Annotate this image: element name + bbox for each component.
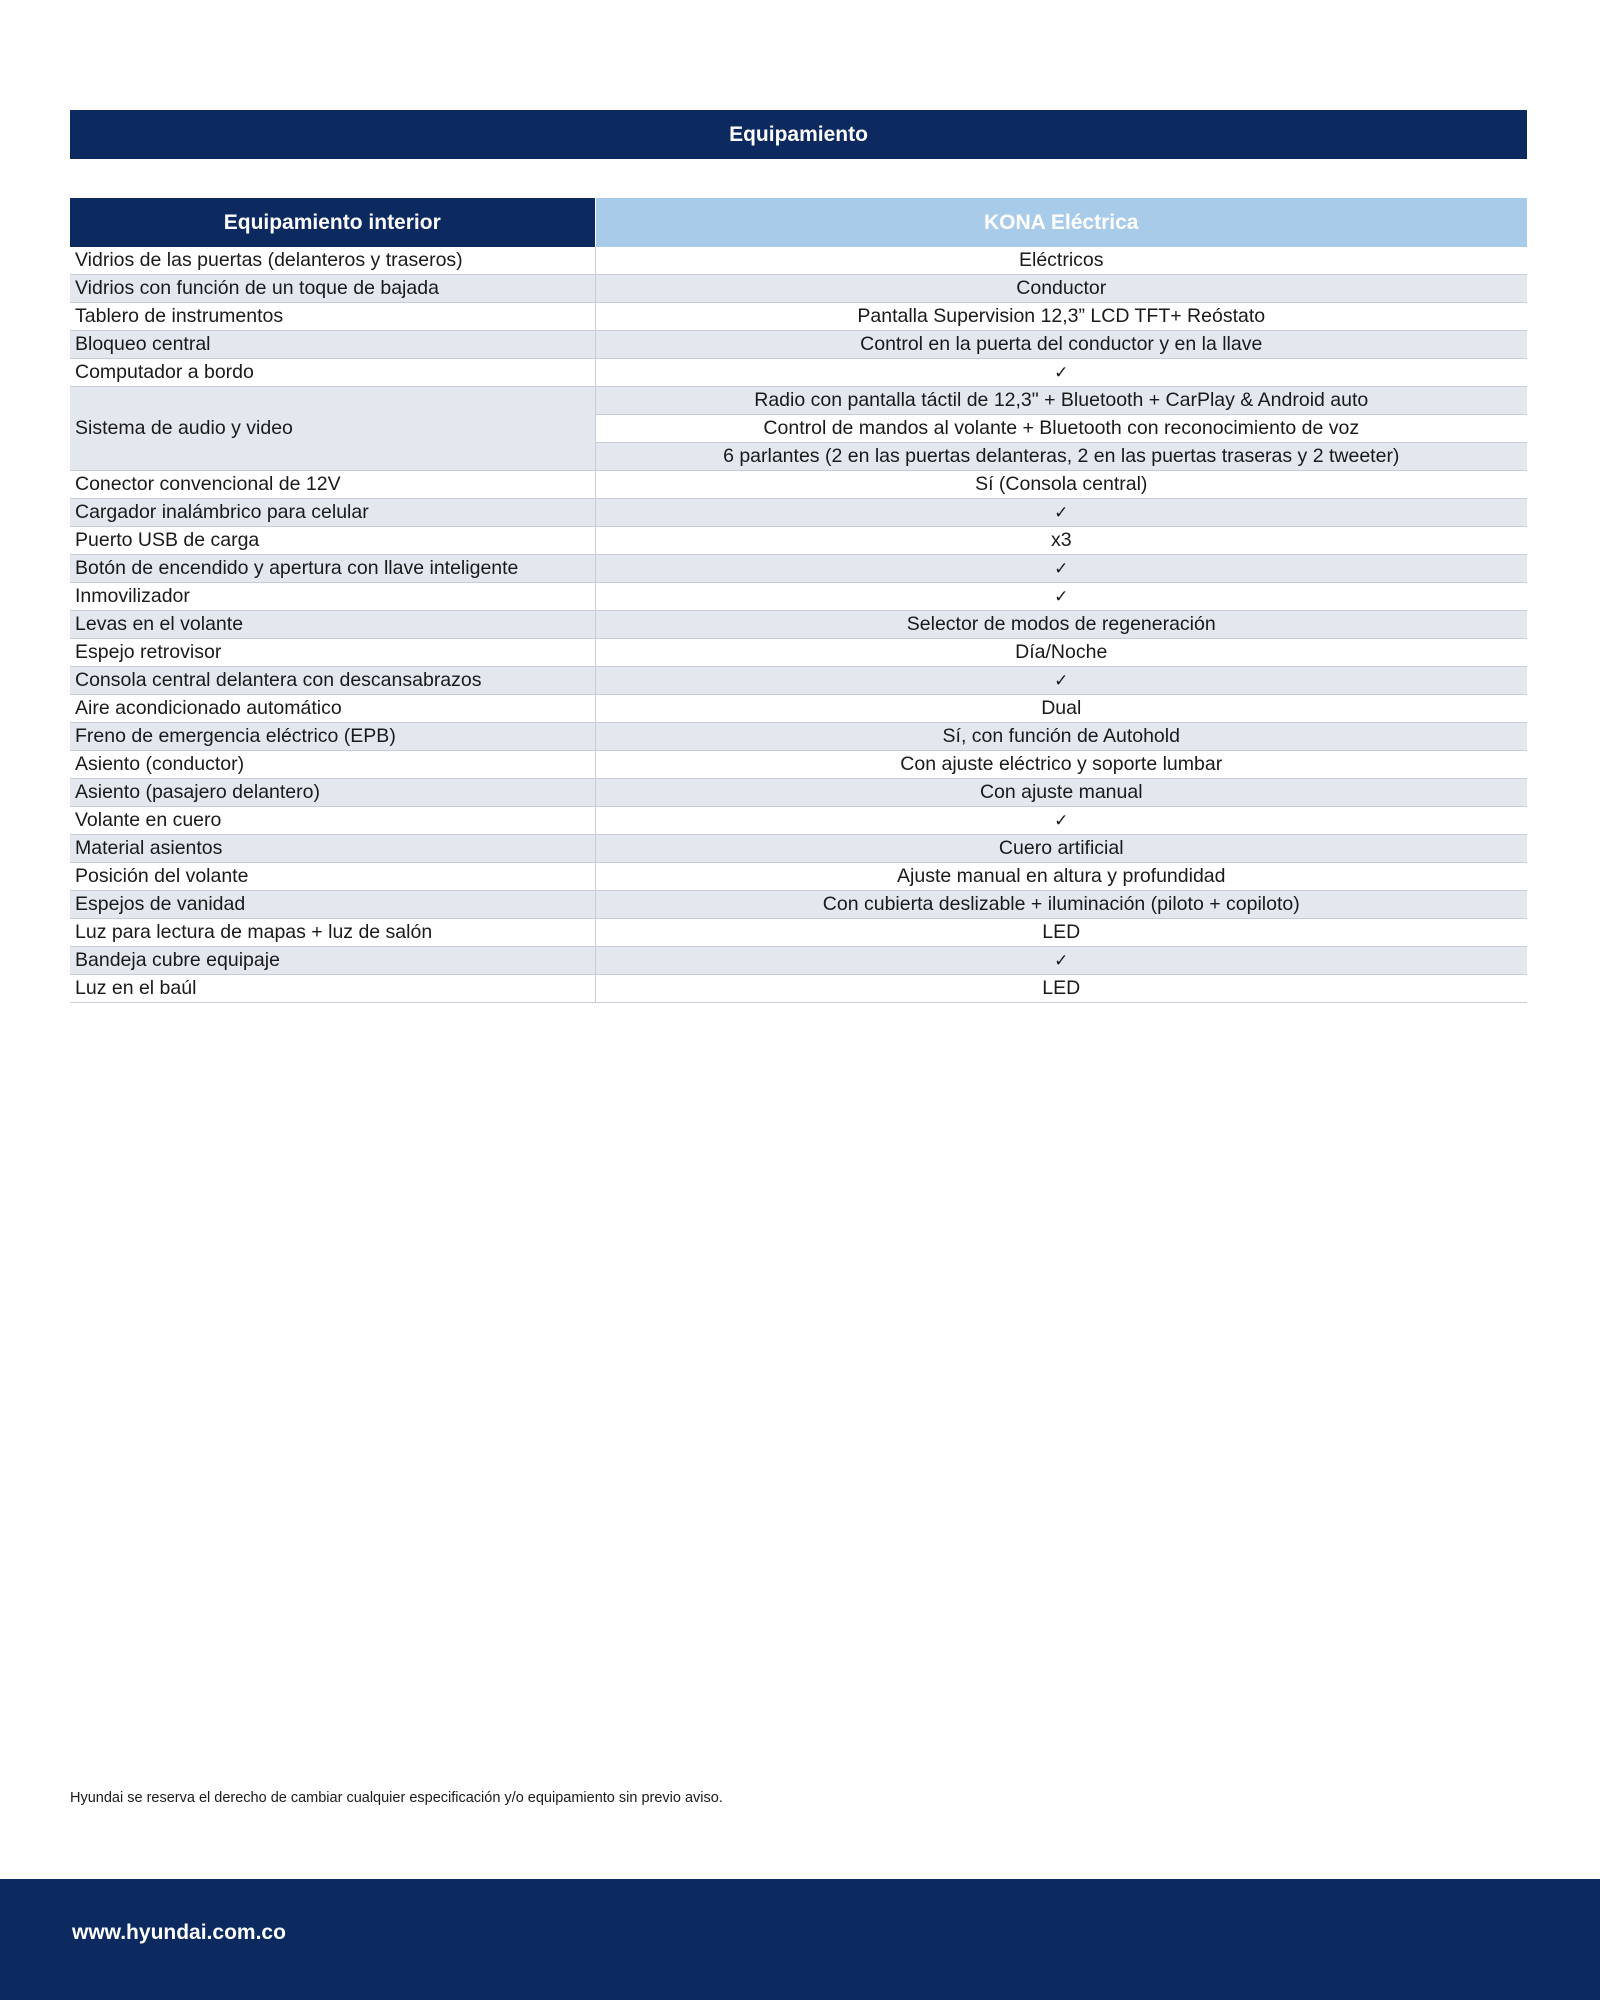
disclaimer-footnote: Hyundai se reserva el derecho de cambiar cualquier especificación y/o equipamiento sin previo aviso. [70, 1790, 723, 1806]
row-label: Computador a bordo [70, 359, 595, 387]
row-label: Cargador inalámbrico para celular [70, 499, 595, 527]
footer-bar [0, 1879, 1600, 2000]
table-row [70, 303, 1527, 331]
table-row [70, 611, 1527, 639]
table-row [70, 695, 1527, 723]
table-row [70, 639, 1527, 667]
row-value: Cuero artificial [595, 835, 1527, 863]
check-icon: ✓ [595, 583, 1527, 611]
row-value: Dual [595, 695, 1527, 723]
check-icon: ✓ [595, 499, 1527, 527]
row-label: Conector convencional de 12V [70, 471, 595, 499]
table-row [70, 359, 1527, 387]
row-value: Con ajuste eléctrico y soporte lumbar [595, 751, 1527, 779]
row-label: Volante en cuero [70, 807, 595, 835]
check-icon: ✓ [595, 555, 1527, 583]
header-equipamiento-interior: Equipamiento interior [70, 198, 595, 247]
table-row [70, 331, 1527, 359]
row-label: Vidrios de las puertas (delanteros y traseros) [70, 247, 595, 275]
row-value: Control de mandos al volante + Bluetooth con reconocimiento de voz [595, 415, 1527, 443]
row-value: Sí (Consola central) [595, 471, 1527, 499]
row-label: Consola central delantera con descansabrazos [70, 667, 595, 695]
row-label: Vidrios con función de un toque de bajada [70, 275, 595, 303]
row-label: Inmovilizador [70, 583, 595, 611]
table-row [70, 247, 1527, 275]
row-label: Posición del volante [70, 863, 595, 891]
row-value: LED [595, 919, 1527, 947]
table-row [70, 499, 1527, 527]
table-row [70, 555, 1527, 583]
row-value: Conductor [595, 275, 1527, 303]
table-row [70, 835, 1527, 863]
row-label: Espejos de vanidad [70, 891, 595, 919]
equipment-table [70, 198, 1527, 1003]
table-row [70, 751, 1527, 779]
table-row [70, 779, 1527, 807]
row-label: Material asientos [70, 835, 595, 863]
row-value: Con ajuste manual [595, 779, 1527, 807]
row-label: Botón de encendido y apertura con llave inteligente [70, 555, 595, 583]
row-value: Día/Noche [595, 639, 1527, 667]
row-label: Asiento (conductor) [70, 751, 595, 779]
header-kona-electrica: KONA Eléctrica [595, 198, 1527, 247]
section-title-bar [70, 110, 1527, 159]
row-value: LED [595, 975, 1527, 1003]
row-value: Ajuste manual en altura y profundidad [595, 863, 1527, 891]
table-row [70, 387, 1527, 415]
row-label: Asiento (pasajero delantero) [70, 779, 595, 807]
check-icon: ✓ [595, 667, 1527, 695]
check-icon: ✓ [595, 807, 1527, 835]
row-label: Espejo retrovisor [70, 639, 595, 667]
row-label: Luz para lectura de mapas + luz de salón [70, 919, 595, 947]
row-label: Freno de emergencia eléctrico (EPB) [70, 723, 595, 751]
row-value: Radio con pantalla táctil de 12,3" + Bluetooth + CarPlay & Android auto [595, 387, 1527, 415]
row-value: Eléctricos [595, 247, 1527, 275]
row-value: Selector de modos de regeneración [595, 611, 1527, 639]
table-row [70, 863, 1527, 891]
table-row [70, 807, 1527, 835]
table-row [70, 275, 1527, 303]
row-value: Control en la puerta del conductor y en la llave [595, 331, 1527, 359]
row-label: Levas en el volante [70, 611, 595, 639]
table-row [70, 975, 1527, 1003]
website-link[interactable]: www.hyundai.com.co [72, 1921, 286, 1944]
row-label: Tablero de instrumentos [70, 303, 595, 331]
table-header-row [70, 198, 1527, 247]
row-value: Sí, con función de Autohold [595, 723, 1527, 751]
row-label: Aire acondicionado automático [70, 695, 595, 723]
section-title: Equipamiento [729, 122, 868, 146]
row-label: Luz en el baúl [70, 975, 595, 1003]
table-row [70, 667, 1527, 695]
check-icon: ✓ [595, 359, 1527, 387]
table-row [70, 527, 1527, 555]
table-row [70, 919, 1527, 947]
row-label: Bloqueo central [70, 331, 595, 359]
row-value: Con cubierta deslizable + iluminación (piloto + copiloto) [595, 891, 1527, 919]
table-row [70, 723, 1527, 751]
table-row [70, 891, 1527, 919]
row-value: Pantalla Supervision 12,3” LCD TFT+ Reóstato [595, 303, 1527, 331]
table-row [70, 471, 1527, 499]
row-value: x3 [595, 527, 1527, 555]
row-label: Sistema de audio y video [70, 387, 595, 471]
row-label: Puerto USB de carga [70, 527, 595, 555]
check-icon: ✓ [595, 947, 1527, 975]
table-row [70, 947, 1527, 975]
table-row [70, 583, 1527, 611]
row-label: Bandeja cubre equipaje [70, 947, 595, 975]
row-value: 6 parlantes (2 en las puertas delanteras, 2 en las puertas traseras y 2 tweeter) [595, 443, 1527, 471]
